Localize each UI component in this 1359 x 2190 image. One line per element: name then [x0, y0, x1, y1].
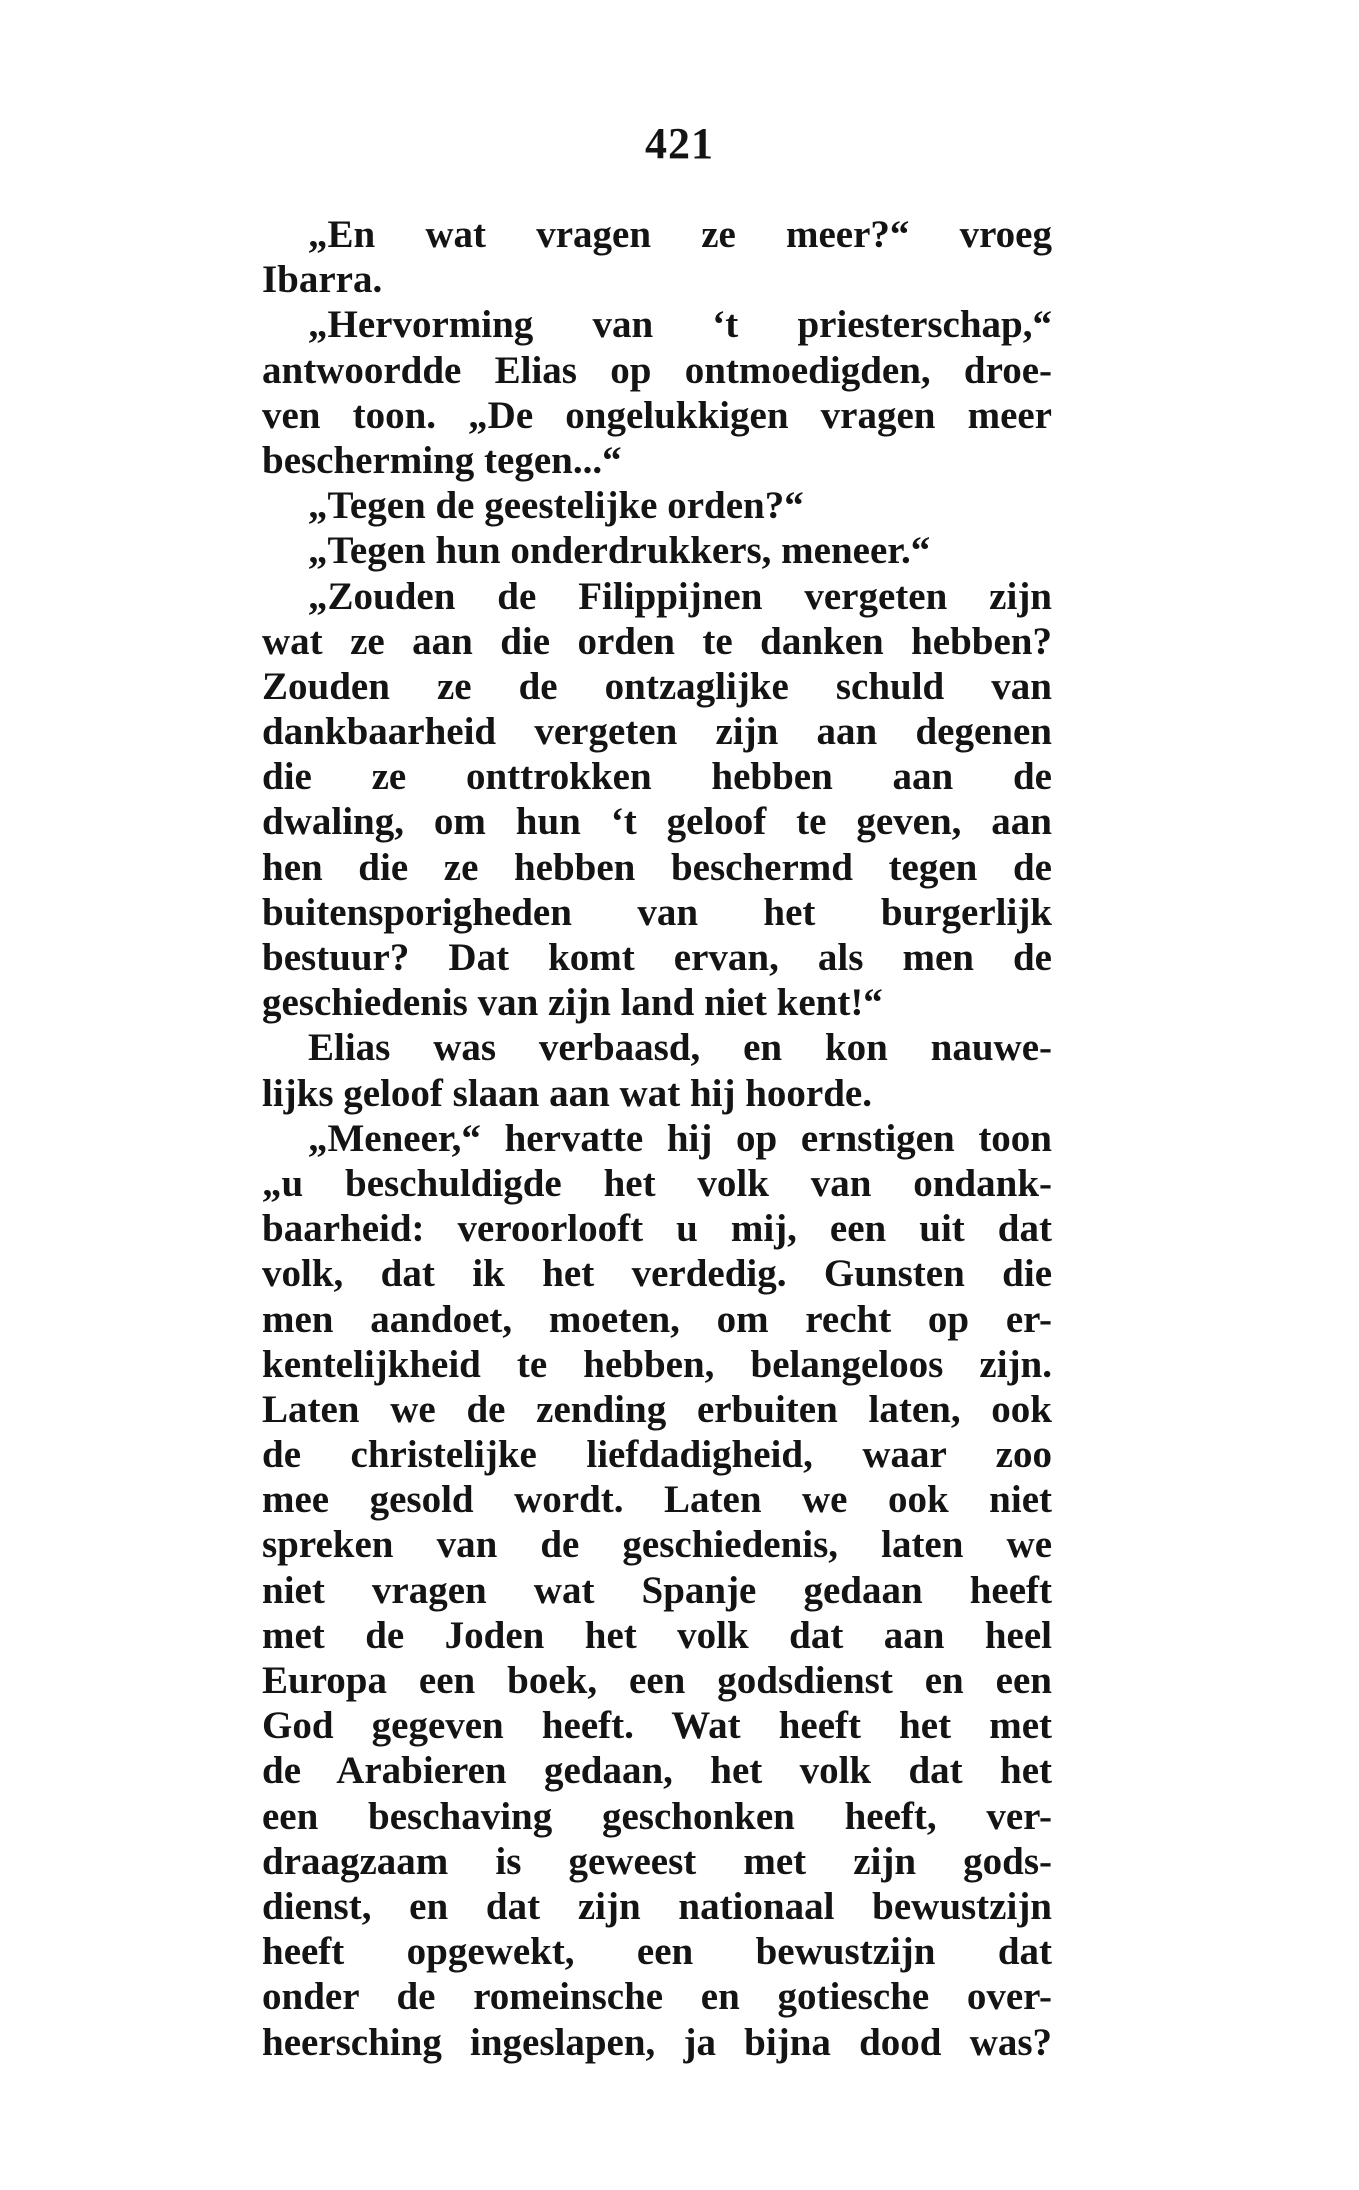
text-line: „Tegen de geestelijke orden?“ [308, 484, 804, 528]
text-line: een beschaving geschonken heeft, ver- [262, 1794, 1052, 1838]
text-line: „En wat vragen ze meer?“ vroeg [308, 213, 1052, 256]
text-line: dankbaarheid vergeten zijn aan degenen [262, 710, 1052, 754]
text-line: de christelijke liefdadigheid, waar zoo [262, 1433, 1052, 1477]
text-line: bestuur? Dat komt ervan, als men de [262, 936, 1052, 979]
text-line: God gegeven heeft. Wat heeft het met [262, 1704, 1052, 1748]
text-line: Zouden ze de ontzaglijke schuld van [262, 664, 1052, 708]
text-line: hen die ze hebben beschermd tegen de [262, 845, 1052, 889]
text-line: de Arabieren gedaan, het volk dat het [262, 1749, 1052, 1793]
text-line: baarheid: veroorlooft u mij, een uit dat [262, 1207, 1052, 1251]
text-line: heeft opgewekt, een bewustzijn dat [262, 1930, 1052, 1974]
text-line: antwoordde Elias op ontmoedigden, droe- [262, 348, 1052, 392]
text-line: ven toon. „De ongelukkigen vragen meer [262, 393, 1052, 437]
text-line: „Zouden de Filippijnen vergeten zijn [308, 574, 1052, 618]
text-line: niet vragen wat Spanje gedaan heeft [262, 1568, 1052, 1612]
text-line: met de Joden het volk dat aan heel [262, 1613, 1052, 1657]
text-line: buitensporigheden van het burgerlijk [262, 890, 1052, 934]
text-line: „u beschuldigde het volk van ondank- [262, 1161, 1052, 1205]
text-line: dienst, en dat zijn nationaal bewustzijn [262, 1884, 1052, 1928]
text-line: volk, dat ik het verdedig. Gunsten die [262, 1252, 1052, 1296]
text-line: geschiedenis van zijn land niet kent!“ [262, 981, 883, 1025]
body-text [262, 212, 1052, 2065]
text-line: spreken van de geschiedenis, laten we [262, 1523, 1052, 1567]
text-line: Laten we de zending erbuiten laten, ook [262, 1387, 1052, 1431]
text-line: Elias was verbaasd, en kon nauwe- [308, 1026, 1052, 1070]
text-line: „Hervorming van ‘t priesterschap,“ [308, 303, 1052, 347]
text-line: men aandoet, moeten, om recht op er- [262, 1297, 1052, 1341]
text-line: draagzaam is geweest met zijn gods- [262, 1839, 1052, 1883]
text-line: bescherming tegen...“ [262, 438, 622, 482]
text-line: mee gesold wordt. Laten we ook niet [262, 1478, 1052, 1522]
text-line: lijks geloof slaan aan wat hij hoorde. [262, 1071, 872, 1115]
text-line: onder de romeinsche en gotiesche over- [262, 1975, 1052, 2019]
text-line: heersching ingeslapen, ja bijna dood was? [262, 2020, 1052, 2064]
text-line: „Tegen hun onderdrukkers, meneer.“ [308, 529, 931, 573]
text-line: wat ze aan die orden te danken hebben? [262, 619, 1052, 663]
text-line: „Meneer,“ hervatte hij op ernstigen toon [308, 1116, 1052, 1160]
text-line: Europa een boek, een godsdienst en een [262, 1659, 1052, 1702]
text-line: die ze onttrokken hebben aan de [262, 755, 1052, 799]
text-line: dwaling, om hun ‘t geloof te geven, aan [262, 800, 1052, 844]
text-line: Ibarra. [262, 258, 383, 302]
text-line: kentelijkheid te hebben, belangeloos zijn. [262, 1342, 1052, 1386]
page-number: 421 [645, 119, 714, 168]
